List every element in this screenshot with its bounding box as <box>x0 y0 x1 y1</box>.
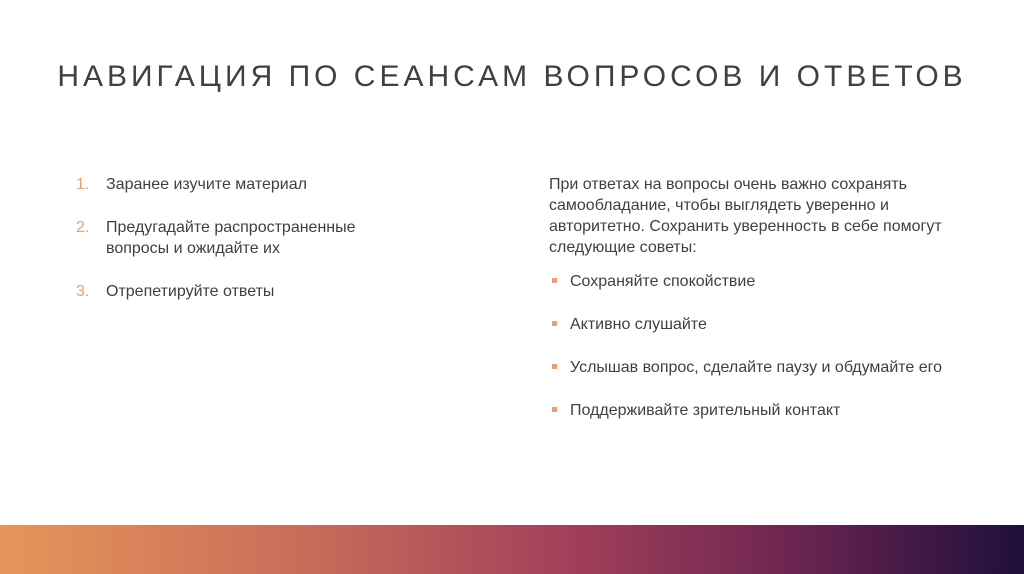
square-bullet-icon <box>552 278 557 283</box>
right-column <box>549 174 949 443</box>
bullet-text: Услышав вопрос, сделайте паузу и обдумайте его <box>570 359 943 376</box>
square-bullet-icon <box>552 321 557 326</box>
intro-paragraph: При ответах на вопросы очень важно сохранять самообладание, чтобы выглядеть уверенно и авторитетно. Сохранить уверенность в себе помогут следующие советы: <box>549 176 942 256</box>
bullet-text: Сохраняйте спокойствие <box>570 273 756 290</box>
list-item-text: Заранее изучите материал <box>106 176 307 193</box>
bullet-text: Активно слушайте <box>570 316 707 333</box>
bullet-list-item <box>549 357 949 378</box>
numbered-list-item <box>76 174 416 195</box>
slide-title: НАВИГАЦИЯ ПО СЕАНСАМ ВОПРОСОВ И ОТВЕТОВ <box>57 60 967 93</box>
gradient-footer-band <box>0 525 1024 574</box>
bullet-text: Поддерживайте зрительный контакт <box>570 402 841 419</box>
left-column <box>76 174 416 324</box>
numbered-list-item <box>76 217 416 259</box>
bullet-list-item <box>549 271 949 292</box>
square-bullet-icon <box>552 407 557 412</box>
list-number: 1. <box>76 176 90 193</box>
bullet-list <box>549 271 949 421</box>
list-item-text: Отрепетируйте ответы <box>106 283 275 300</box>
square-bullet-icon <box>552 364 557 369</box>
bullet-list-item <box>549 314 949 335</box>
list-number: 2. <box>76 219 90 236</box>
list-item-text: Предугадайте распространенные вопросы и ожидайте их <box>106 219 356 257</box>
numbered-list <box>76 174 416 302</box>
numbered-list-item <box>76 281 416 302</box>
list-number: 3. <box>76 283 90 300</box>
bullet-list-item <box>549 400 949 421</box>
